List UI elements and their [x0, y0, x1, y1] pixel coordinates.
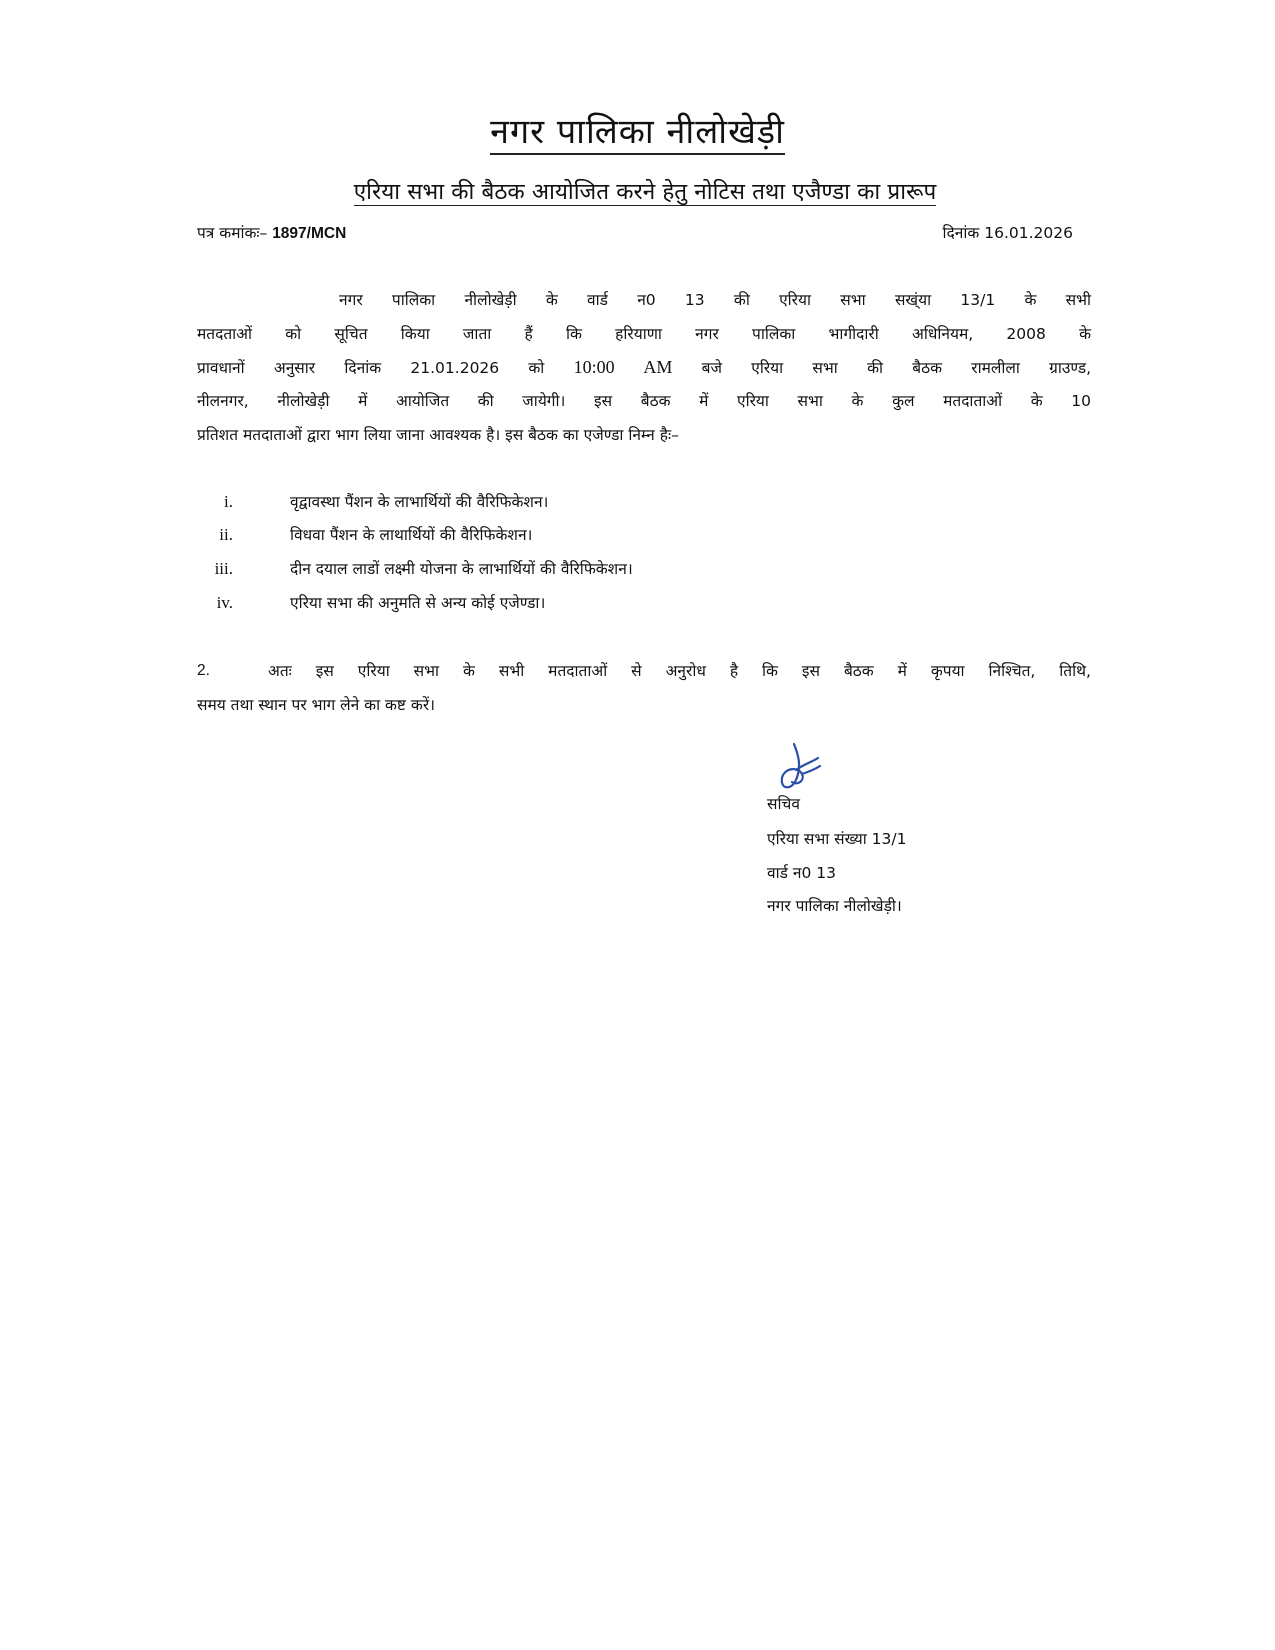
reference-label: पत्र कमांकः– [197, 224, 273, 242]
agenda-number: iv. [216, 593, 233, 612]
date-value: 16.01.2026 [984, 224, 1073, 242]
meeting-time: 10:00 AM [573, 357, 673, 377]
paragraph1-line-3 [197, 356, 1091, 379]
paragraph1-line-5: प्रतिशत मतदाताओं द्वारा भाग लिया जाना आवश्यक है। इस बैठक का एजेण्डा निम्न हैः– [197, 426, 679, 444]
reference-value: 1897/MCN [272, 225, 347, 242]
agenda-number: ii. [219, 525, 233, 544]
paragraph1-line-4: नीलनगर, नीलोखेड़ी में आयोजित की जायेगी। इस बैठक में एरिया सभा के कुल मतदाताओं के 10 [197, 392, 1091, 410]
date-label: दिनांक [942, 224, 985, 242]
paragraph2-line-2: समय तथा स्थान पर भाग लेने का कष्ट करें। [197, 696, 436, 714]
signature-icon [772, 740, 832, 795]
page-subtitle [0, 178, 1275, 206]
paragraph2-number: 2. [197, 662, 210, 679]
agenda-number: i. [224, 492, 233, 511]
paragraph1-line-2: मतदताओं को सूचित किया जाता हैं कि हरियाणा नगर पालिका भागीदारी अधिनियम, 2008 के [197, 325, 1091, 343]
reference-number [197, 222, 346, 245]
title-text: नगर पालिका नीलोखेड़ी [490, 112, 785, 155]
agenda-item: दीन दयाल लाडों लक्ष्मी योजना के लाभार्थियों की वैरिफिकेशन। [290, 560, 633, 578]
agenda-item: विधवा पैंशन के लाथार्थियों की वैरिफिकेशन। [290, 526, 533, 544]
line-text: नगर पालिका नीलोखेड़ी के वार्ड न0 13 की एरिया सभा सख्ंया 13/1 के सभी [339, 291, 1091, 309]
paragraph2-line-1: अतः इस एरिया सभा के सभी मतदाताओं से अनुरोध है कि इस बैठक में कृपया निश्चित, तिथि, [268, 662, 1091, 680]
agenda-item: वृद्वावस्था पैंशन के लाभार्थियों की वैरिफिकेशन। [290, 493, 549, 511]
line-text: प्रावधानों अनुसार दिनांक 21.01.2026 को [197, 359, 574, 377]
signatory-designation: सचिव [767, 795, 800, 813]
signatory-line-3: नगर पालिका नीलोखेड़ी। [767, 897, 902, 915]
agenda-item: एरिया सभा की अनुमति से अन्य कोई एजेण्डा। [290, 594, 546, 612]
paragraph1-line-1 [197, 289, 1091, 311]
issue-date [943, 222, 1073, 244]
line-text-rest: बजे एरिया सभा की बैठक रामलीला ग्राउण्ड, [672, 359, 1091, 377]
signatory-line-1: एरिया सभा संख्या 13/1 [767, 830, 907, 848]
agenda-number: iii. [214, 559, 233, 578]
signatory-line-2: वार्ड न0 13 [767, 864, 836, 882]
subtitle-text: एरिया सभा की बैठक आयोजित करने हेतु नोटिस तथा एजैण्डा का प्रारूप [353, 179, 937, 205]
page-title [0, 112, 1275, 152]
